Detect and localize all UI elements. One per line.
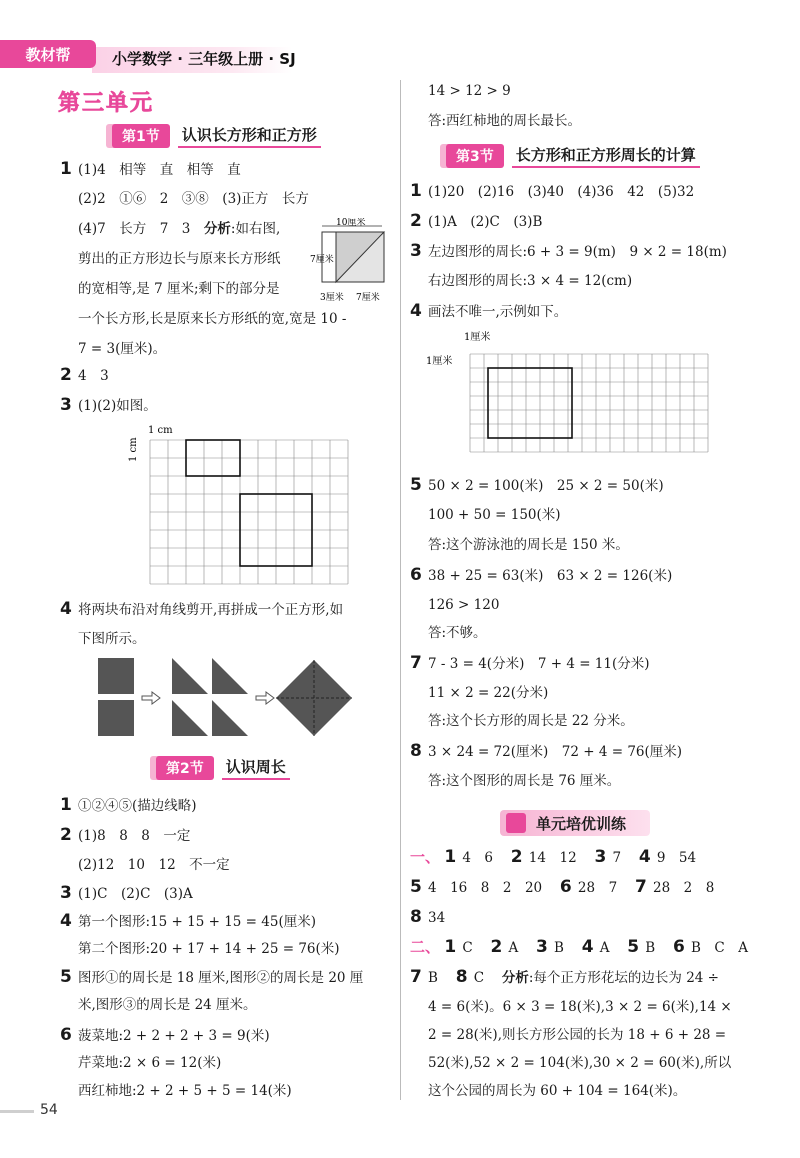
answer-text: 4 6 bbox=[462, 850, 493, 866]
question-number: 1 bbox=[444, 847, 457, 867]
fabric-square-1 bbox=[98, 658, 134, 694]
analysis-label: 分析 bbox=[501, 970, 529, 986]
section-name: 长方形和正方形周长的计算 bbox=[512, 144, 700, 168]
header-title: 小学数学 · 三年级上册 · SJ bbox=[112, 50, 296, 68]
answer-text: B C A bbox=[690, 940, 748, 956]
grid-figure-q3 bbox=[128, 420, 350, 592]
question-number: 7 bbox=[635, 877, 647, 897]
answer-text: 28 7 bbox=[577, 880, 618, 896]
answer-text: (1)C (2)C (3)A bbox=[78, 886, 193, 902]
question-number: 8 bbox=[410, 741, 422, 761]
s1-q1-line3 bbox=[78, 220, 280, 238]
answer-text: ①②④⑤(描边线略) bbox=[78, 798, 197, 814]
grid-unit-label: 1厘米 bbox=[464, 332, 491, 343]
question-number: 7 bbox=[410, 967, 422, 987]
page-number: 54 bbox=[40, 1102, 58, 1118]
figure-label-bottom-1: 3厘米 bbox=[320, 293, 344, 303]
question-number: 4 bbox=[638, 847, 651, 867]
s2-q6-line3: 西红柿地:2 + 2 + 5 + 5 = 14(米) bbox=[78, 1083, 292, 1099]
question-number: 7 bbox=[410, 653, 422, 673]
s3-q7-line2: 11 × 2 = 22(分米) bbox=[428, 685, 549, 701]
s3-q8-line2: 答:这个图形的周长是 76 厘米。 bbox=[428, 773, 621, 789]
s1-q1-line7: 7 = 3(厘米)。 bbox=[78, 341, 167, 357]
right-top-line2: 答:西红柿地的周长最长。 bbox=[428, 113, 582, 129]
answer-text: 9 54 bbox=[656, 850, 697, 866]
question-number: 6 bbox=[559, 877, 572, 897]
header-tab: 教材帮 bbox=[0, 40, 96, 68]
answer-text: 38 + 25 = 63(米) 63 × 2 = 126(米) bbox=[428, 568, 673, 584]
s3-q6-line3: 答:不够。 bbox=[428, 625, 487, 641]
unit-title: 第三单元 bbox=[58, 91, 155, 116]
s3-q5-line3: 答:这个游泳池的周长是 150 米。 bbox=[428, 537, 629, 553]
s2-q5-line1 bbox=[60, 968, 363, 987]
s1-q3 bbox=[60, 396, 157, 415]
question-number: 6 bbox=[672, 937, 685, 957]
s3-q4 bbox=[410, 302, 567, 321]
answer-text: 菠菜地:2 + 2 + 2 + 3 = 9(米) bbox=[78, 1028, 270, 1044]
question-number: 8 bbox=[410, 907, 422, 927]
question-number: 6 bbox=[410, 565, 422, 585]
question-number: 1 bbox=[60, 795, 72, 815]
section-2-heading bbox=[156, 756, 290, 780]
answer-text: 50 × 2 = 100(米) 25 × 2 = 50(米) bbox=[428, 478, 664, 494]
answer-text: 将两块布沿对角线剪开,再拼成一个正方形,如 bbox=[78, 602, 344, 618]
question-number: 3 bbox=[410, 241, 422, 261]
t2-line3: 4 = 6(米)。6 × 3 = 18(米),3 × 2 = 6(米),14 × bbox=[428, 999, 732, 1015]
question-number: 2 bbox=[60, 365, 72, 385]
s1-q4-line1 bbox=[60, 600, 343, 619]
s3-q8-line1 bbox=[410, 742, 682, 761]
section-3-heading bbox=[446, 144, 700, 168]
answer-text: (1)A (2)C (3)B bbox=[428, 214, 543, 230]
t1-line2 bbox=[410, 878, 714, 897]
question-number: 5 bbox=[410, 475, 422, 495]
s1-q1-line6: 一个长方形,长是原来长方形纸的宽,宽是 10 - bbox=[78, 311, 347, 327]
answer-text: B bbox=[428, 970, 438, 986]
answer-text: 4 16 8 2 20 bbox=[428, 880, 543, 896]
training-title: 单元培优训练 bbox=[536, 814, 627, 833]
question-number: 1 bbox=[444, 937, 457, 957]
t1-line1 bbox=[410, 848, 696, 867]
fabric-cut-figure bbox=[96, 656, 356, 740]
question-number: 6 bbox=[60, 1025, 72, 1045]
question-number: 1 bbox=[60, 159, 72, 179]
question-number: 3 bbox=[536, 937, 548, 957]
s1-q2 bbox=[60, 366, 109, 385]
question-number: 2 bbox=[490, 937, 503, 957]
page-bar bbox=[0, 1110, 34, 1113]
grid-lines bbox=[150, 440, 348, 584]
question-number: 3 bbox=[60, 395, 72, 415]
s2-q6-line1 bbox=[60, 1026, 270, 1045]
answer-text: 34 bbox=[428, 910, 446, 926]
s3-q6-line2: 126 > 120 bbox=[428, 597, 500, 613]
answer-text: :每个正方形花坛的边长为 24 ÷ bbox=[528, 970, 719, 986]
grid-unit-label: 1 cm bbox=[148, 425, 173, 436]
s3-q3-line1 bbox=[410, 242, 727, 261]
question-number: 1 bbox=[410, 181, 422, 201]
figure-label-top: 10厘米 bbox=[336, 218, 366, 228]
answer-text: 7 bbox=[612, 850, 622, 866]
chart-icon bbox=[506, 813, 526, 833]
answer-text: B bbox=[645, 940, 656, 956]
s2-q4-line2: 第二个图形:20 + 17 + 14 + 25 = 76(米) bbox=[78, 941, 340, 957]
drawn-rectangle bbox=[488, 368, 572, 438]
answer-text: 7 - 3 = 4(分米) 7 + 4 = 11(分米) bbox=[428, 656, 650, 672]
answer-text: B bbox=[554, 940, 564, 956]
section-badge: 第3节 bbox=[446, 144, 504, 168]
question-number: 2 bbox=[410, 211, 422, 231]
grid-unit-label-side: 1厘米 bbox=[426, 356, 453, 367]
s3-q7-line3: 答:这个长方形的周长是 22 分米。 bbox=[428, 713, 634, 729]
s1-q4-line2: 下图所示。 bbox=[78, 631, 146, 647]
training-heading bbox=[500, 810, 650, 836]
answer-text: C bbox=[462, 940, 473, 956]
s2-q3 bbox=[60, 884, 193, 903]
column-divider bbox=[400, 80, 401, 1100]
question-number: 4 bbox=[60, 911, 72, 931]
answer-text: C bbox=[473, 970, 485, 986]
s2-q2-line2: (2)12 10 12 不一定 bbox=[78, 857, 230, 873]
grid-figure-q4 bbox=[424, 328, 716, 458]
answer-text: (1)(2)如图。 bbox=[78, 398, 157, 414]
question-number: 2 bbox=[510, 847, 523, 867]
answer-text: (1)8 8 8 一定 bbox=[78, 828, 191, 844]
rectangle-cut-figure bbox=[310, 218, 392, 308]
section-badge: 第1节 bbox=[112, 124, 170, 148]
t2-line6: 这个公园的周长为 60 + 104 = 164(米)。 bbox=[428, 1083, 687, 1099]
s3-q6-line1 bbox=[410, 566, 672, 585]
part-label: 二、 bbox=[410, 938, 441, 956]
section-badge: 第2节 bbox=[156, 756, 214, 780]
s2-q4-line1 bbox=[60, 912, 316, 931]
t2-line2 bbox=[410, 968, 719, 987]
question-number: 3 bbox=[60, 883, 72, 903]
s3-q3-line2: 右边图形的周长:3 × 4 = 12(cm) bbox=[428, 273, 633, 289]
answer-text: 左边图形的周长:6 + 3 = 9(m) 9 × 2 = 18(m) bbox=[428, 244, 727, 260]
question-number: 4 bbox=[60, 599, 72, 619]
t2-line1 bbox=[410, 938, 748, 957]
section-name: 认识长方形和正方形 bbox=[178, 124, 321, 148]
s2-q6-line2: 芹菜地:2 × 6 = 12(米) bbox=[78, 1055, 222, 1071]
t2-line5: 52(米),52 × 2 = 104(米),30 × 2 = 60(米),所以 bbox=[428, 1055, 732, 1071]
fabric-square-2 bbox=[98, 700, 134, 736]
t2-line4: 2 = 28(米),则长方形公园的长为 18 + 6 + 28 = bbox=[428, 1027, 727, 1043]
question-number: 5 bbox=[627, 937, 640, 957]
s3-q1 bbox=[410, 182, 694, 201]
question-number: 3 bbox=[594, 847, 607, 867]
answer-text: A bbox=[508, 940, 519, 956]
s3-q2 bbox=[410, 212, 542, 231]
section-name: 认识周长 bbox=[222, 756, 290, 780]
s1-q1-line1 bbox=[60, 160, 241, 179]
s2-q2-line1 bbox=[60, 826, 190, 845]
answer-text: :如右图, bbox=[230, 221, 281, 237]
s1-q1-line4: 剪出的正方形边长与原来长方形纸 bbox=[78, 251, 281, 267]
right-top-line1: 14 > 12 > 9 bbox=[428, 83, 511, 99]
answer-text: (1)20 (2)16 (3)40 (4)36 42 (5)32 bbox=[428, 184, 695, 200]
s1-q1-line2: (2)2 ①⑥ 2 ③⑧ (3)正方 长方 bbox=[78, 191, 309, 207]
arrow-icon bbox=[142, 692, 160, 704]
question-number: 8 bbox=[455, 967, 468, 987]
answer-text: (1)4 相等 直 相等 直 bbox=[78, 162, 241, 178]
s1-q1-line5: 的宽相等,是 7 厘米;剩下的部分是 bbox=[78, 281, 280, 297]
s3-q7-line1 bbox=[410, 654, 650, 673]
part-label: 一、 bbox=[410, 848, 441, 866]
question-number: 2 bbox=[60, 825, 72, 845]
answer-text: A bbox=[599, 940, 610, 956]
figure-label-bottom-2: 7厘米 bbox=[356, 293, 380, 303]
question-number: 5 bbox=[410, 877, 422, 897]
t1-line3 bbox=[410, 908, 445, 927]
question-number: 4 bbox=[581, 937, 594, 957]
answer-text: 画法不唯一,示例如下。 bbox=[428, 304, 568, 320]
s3-q5-line2: 100 + 50 = 150(米) bbox=[428, 507, 561, 523]
answer-text: 3 × 24 = 72(厘米) 72 + 4 = 76(厘米) bbox=[428, 744, 683, 760]
question-number: 5 bbox=[60, 967, 72, 987]
answer-text: 第一个图形:15 + 15 + 15 = 45(厘米) bbox=[78, 914, 316, 930]
s2-q1 bbox=[60, 796, 197, 815]
grid-unit-label-side: 1 cm bbox=[128, 437, 139, 462]
arrow-icon bbox=[256, 692, 274, 704]
answer-text: 4 3 bbox=[78, 368, 109, 384]
answer-text: 图形①的周长是 18 厘米,图形②的周长是 20 厘 bbox=[78, 970, 364, 986]
figure-label-side: 7厘米 bbox=[310, 255, 334, 265]
s3-q5-line1 bbox=[410, 476, 664, 495]
question-number: 4 bbox=[410, 301, 422, 321]
answer-text: (4)7 长方 7 3 bbox=[78, 221, 204, 237]
answer-text: 14 12 bbox=[528, 850, 577, 866]
section-1-heading bbox=[112, 124, 321, 148]
analysis-label: 分析 bbox=[203, 221, 231, 237]
s2-q5-line2: 米,图形③的周长是 24 厘米。 bbox=[78, 997, 257, 1013]
answer-text: 28 2 8 bbox=[653, 880, 715, 896]
